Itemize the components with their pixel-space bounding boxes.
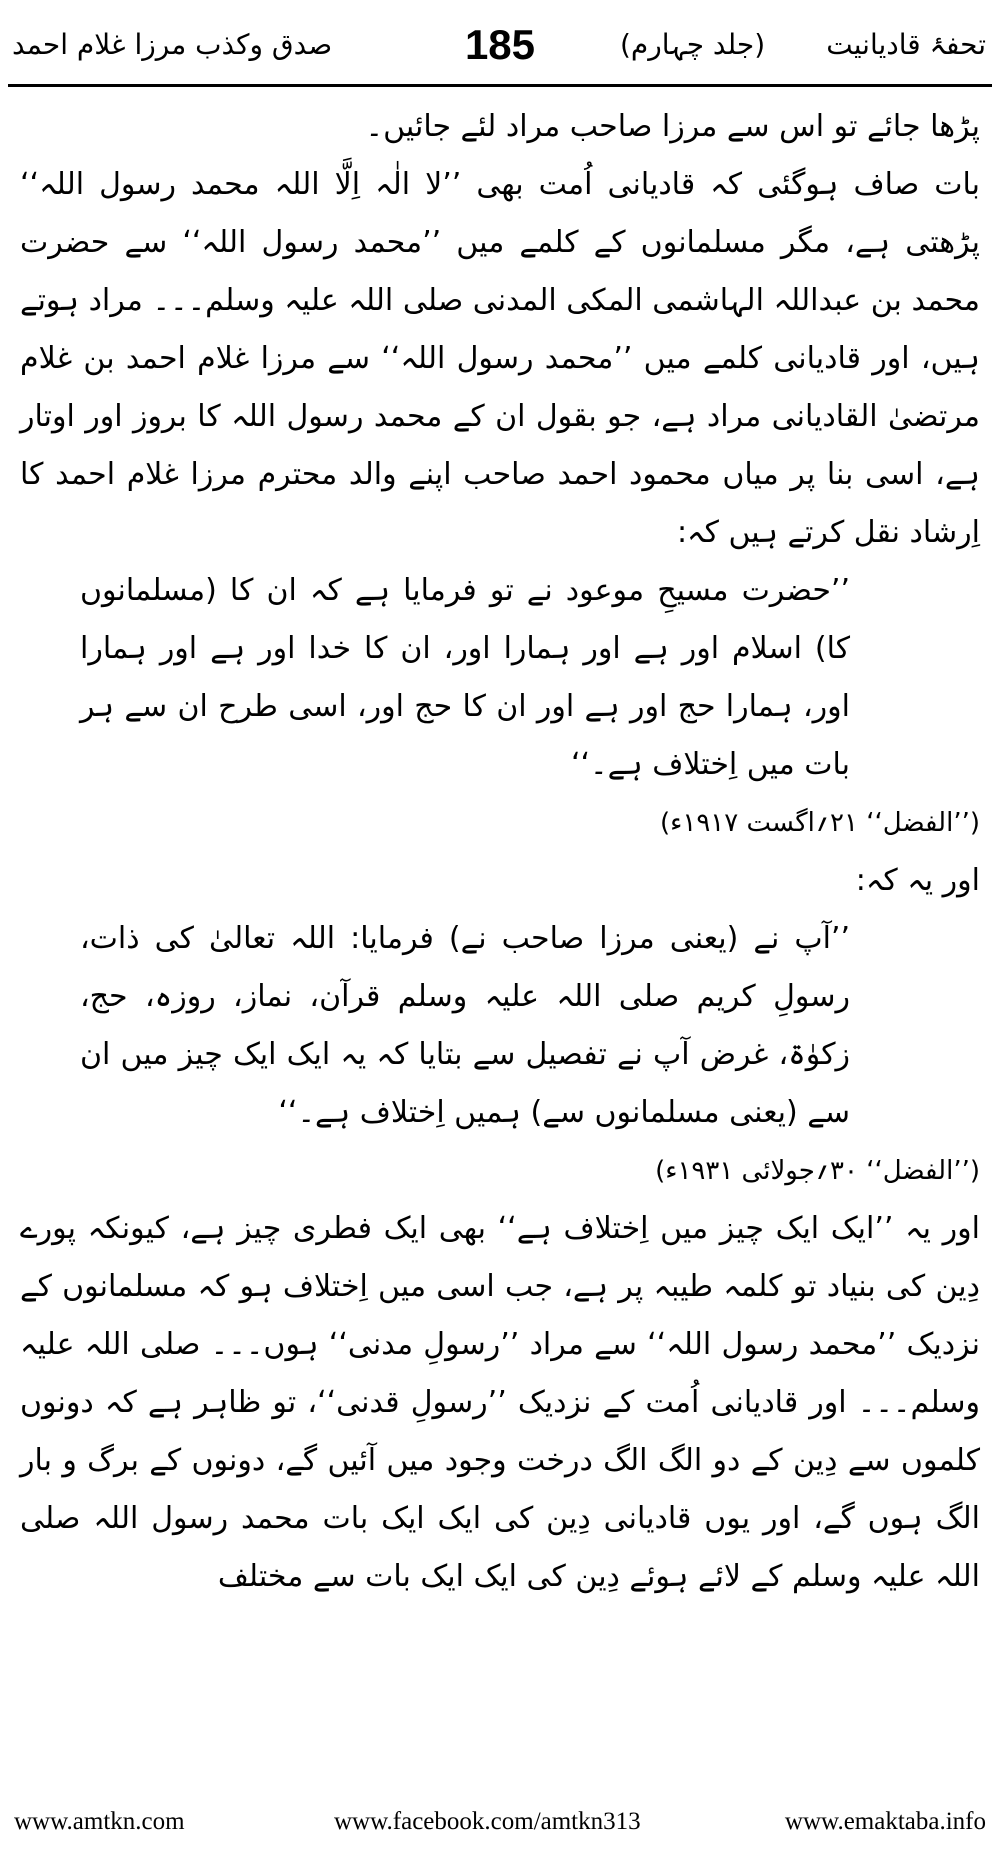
header-divider bbox=[8, 84, 992, 87]
block-quote-1 bbox=[80, 562, 850, 794]
reference-2: (’’الفضل‘‘ ۳۰؍جولائی ۱۹۳۱ء) bbox=[655, 1156, 980, 1186]
block-quote-2 bbox=[80, 910, 850, 1142]
page-footer bbox=[14, 1808, 986, 1842]
paragraph-4: اور یہ ’’ایک ایک چیز میں اِختلاف ہے‘‘ بھی ایک فطری چیز ہے، کیونکہ پورے دِین کی بنیاد تو کلمہ طیبہ پر ہے، جب اسی میں اِختلاف ہو کہ مسلمانوں کے نزدیک ’’محمد رسول اللہ‘‘ سے مراد ’’رسولِ مدنی‘‘ ہوں۔۔۔ صلی اللہ علیہ وسلم۔۔۔ اور قادیانی اُمت کے نزدیک ’’رسولِ قدنی‘‘، تو ظاہر ہے کہ دونوں کلموں سے دِین کے دو الگ الگ درخت وجود میں آئیں گے، دونوں کے برگ و بار الگ ہوں گے، اور یوں قادیانی دِین کی ایک ایک بات محمد رسول اللہ صلی اللہ علیہ وسلم کے لائے ہوئے دِین کی ایک ایک بات سے مختلف bbox=[20, 1211, 980, 1594]
page-body bbox=[20, 98, 980, 1606]
paragraph-2: بات صاف ہوگئی کہ قادیانی اُمت بھی ’’لا الٰہ اِلَّا اللہ محمد رسول اللہ‘‘ پڑھتی ہے، مگر مسلمانوں کے کلمے میں ’’محمد رسول اللہ‘‘ سے حضرت محمد بن عبداللہ الہاشمی المکی المدنی صلی اللہ علیہ وسلم۔۔۔ مراد ہوتے ہیں، اور قادیانی کلمے میں ’’محمد رسول اللہ‘‘ سے مرزا غلام احمد بن غلام مرتضیٰ القادیانی مراد ہے، جو بقول ان کے محمد رسول اللہ کا بروز اور اوتار ہے، اسی بنا پر میاں محمود احمد صاحب اپنے والد محترم مرزا غلام احمد کا اِرشاد نقل کرتے ہیں کہ: bbox=[20, 167, 980, 550]
paragraph-3: اور یہ کہ: bbox=[855, 863, 980, 898]
paragraph-1: پڑھا جائے تو اس سے مرزا صاحب مراد لئے جائیں۔ bbox=[365, 109, 980, 144]
reference-1: (’’الفضل‘‘ ۲۱؍اگست ۱۹۱۷ء) bbox=[659, 808, 980, 838]
page-header bbox=[0, 10, 1000, 80]
header-book-title: تحفۂ قادیانیت bbox=[826, 28, 986, 61]
header-volume: (جلد چہارم) bbox=[620, 28, 766, 61]
quote-1-text: ’’حضرت مسیحِ موعود نے تو فرمایا ہے کہ ان کا (مسلمانوں کا) اسلام اور ہے اور ہمارا اور، ان کا خدا اور ہے اور ہمارا اور، ہمارا حج اور ہے اور ان کا حج اور، اسی طرح ان سے ہر بات میں اِختلاف ہے۔‘‘ bbox=[80, 573, 850, 782]
page-number: 185 bbox=[464, 21, 536, 68]
footer-link-emaktaba[interactable]: www.emaktaba.info bbox=[784, 1808, 986, 1835]
quote-2-text: ’’آپ نے (یعنی مرزا صاحب نے) فرمایا: اللہ تعالیٰ کی ذات، رسولِ کریم صلی اللہ علیہ وسلم قرآن، نماز، روزہ، حج، زکوٰۃ، غرض آپ نے تفصیل سے بتایا کہ یہ ایک ایک چیز میں ان سے (یعنی مسلمانوں سے) ہمیں اِختلاف ہے۔‘‘ bbox=[80, 921, 850, 1130]
footer-link-amtkn[interactable]: www.amtkn.com bbox=[14, 1808, 185, 1835]
footer-link-facebook[interactable]: www.facebook.com/amtkn313 bbox=[334, 1808, 641, 1835]
header-book-section: صدق وکذب مرزا غلام احمد bbox=[12, 28, 333, 61]
